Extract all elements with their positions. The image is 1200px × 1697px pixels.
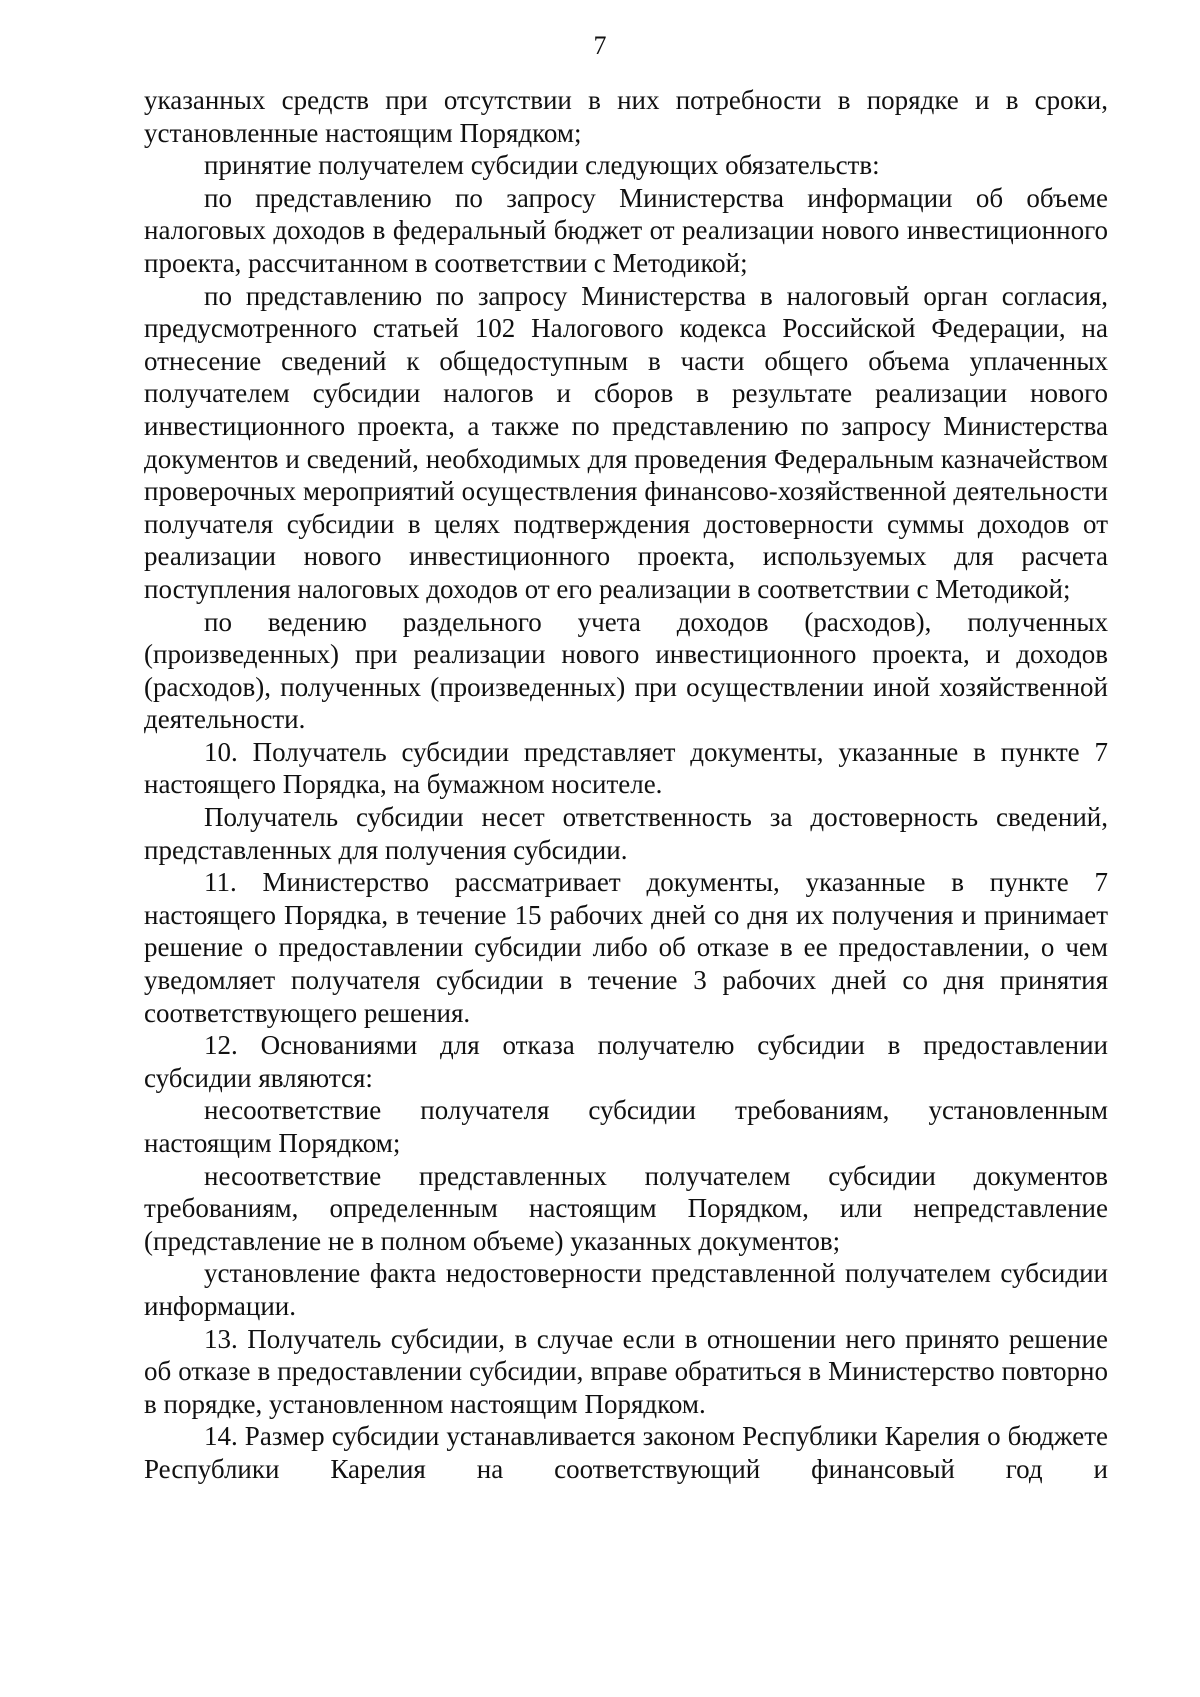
page-number: 7 <box>593 31 607 60</box>
paragraph-8: 11. Министерство рассматривает документы, указанные в пункте 7 настоящего Порядка, в течение 15 рабочих дней со дня их получения и принимает решение о предоставлении субсидии либо об отказе в ее предоставлении, о чем уведомляет получателя субсидии в течение 3 рабочих дней со дня принятия соответствующего решения. <box>144 867 1108 1028</box>
paragraph-4: по представлению по запросу Министерства в налоговый орган согласия, предусмотренного статьей 102 Налогового кодекса Российской Федерации, на отнесение сведений к общедоступным в части общего объема уплаченных получателем субсидии налогов и сборов в результате реализации нового инвестиционного проекта, а также по представлению по запросу Министерства документов и сведений, необходимых для проведения Федеральным казначейством проверочных мероприятий осуществления финансово-хозяйственной деятельности получателя субсидии в целях подтверждения достоверности суммы доходов от реализации нового инвестиционного проекта, используемых для расчета поступления налоговых доходов от его реализации в соответствии с Методикой; <box>144 280 1108 604</box>
paragraph-6: 10. Получатель субсидии представляет документы, указанные в пункте 7 настоящего Порядка, на бумажном носителе. <box>144 736 1108 800</box>
paragraph-10: несоответствие получателя субсидии требованиям, установленным настоящим Порядком; <box>144 1095 1108 1158</box>
paragraph-11: несоответствие представленных получателем субсидии документов требованиям, определенным настоящим Порядком, или непредставление (представление не в полном объеме) указанных документов; <box>144 1160 1108 1256</box>
paragraph-13: 13. Получатель субсидии, в случае если в отношении него принято решение об отказе в предоставлении субсидии, вправе обратиться в Министерство повторно в порядке, установленном настоящим Порядком. <box>144 1323 1108 1419</box>
paragraph-2: принятие получателем субсидии следующих обязательств: <box>204 150 880 181</box>
paragraph-5: по ведению раздельного учета доходов (расходов), полученных (произведенных) при реализации нового инвестиционного проекта, и доходов (расходов), полученных (произведенных) при осуществлении иной хозяйственной деятельности. <box>144 606 1108 735</box>
paragraph-12: установление факта недостоверности представленной получателем субсидии информации. <box>144 1258 1108 1321</box>
document-body <box>144 84 1108 1486</box>
paragraph-1: указанных средств при отсутствии в них потребности в порядке и в сроки, установленные настоящим Порядком; <box>144 85 1108 148</box>
paragraph-14: 14. Размер субсидии устанавливается законом Республики Карелия о бюджете Республики Карелия на соответствующий финансовый год и <box>144 1421 1108 1484</box>
paragraph-9: 12. Основаниями для отказа получателю субсидии в предоставлении субсидии являются: <box>144 1030 1108 1093</box>
paragraph-3: по представлению по запросу Министерства информации об объеме налоговых доходов в федеральный бюджет от реализации нового инвестиционного проекта, рассчитанном в соответствии с Методикой; <box>144 182 1108 278</box>
paragraph-7: Получатель субсидии несет ответственность за достоверность сведений, представленных для получения субсидии. <box>144 802 1108 865</box>
